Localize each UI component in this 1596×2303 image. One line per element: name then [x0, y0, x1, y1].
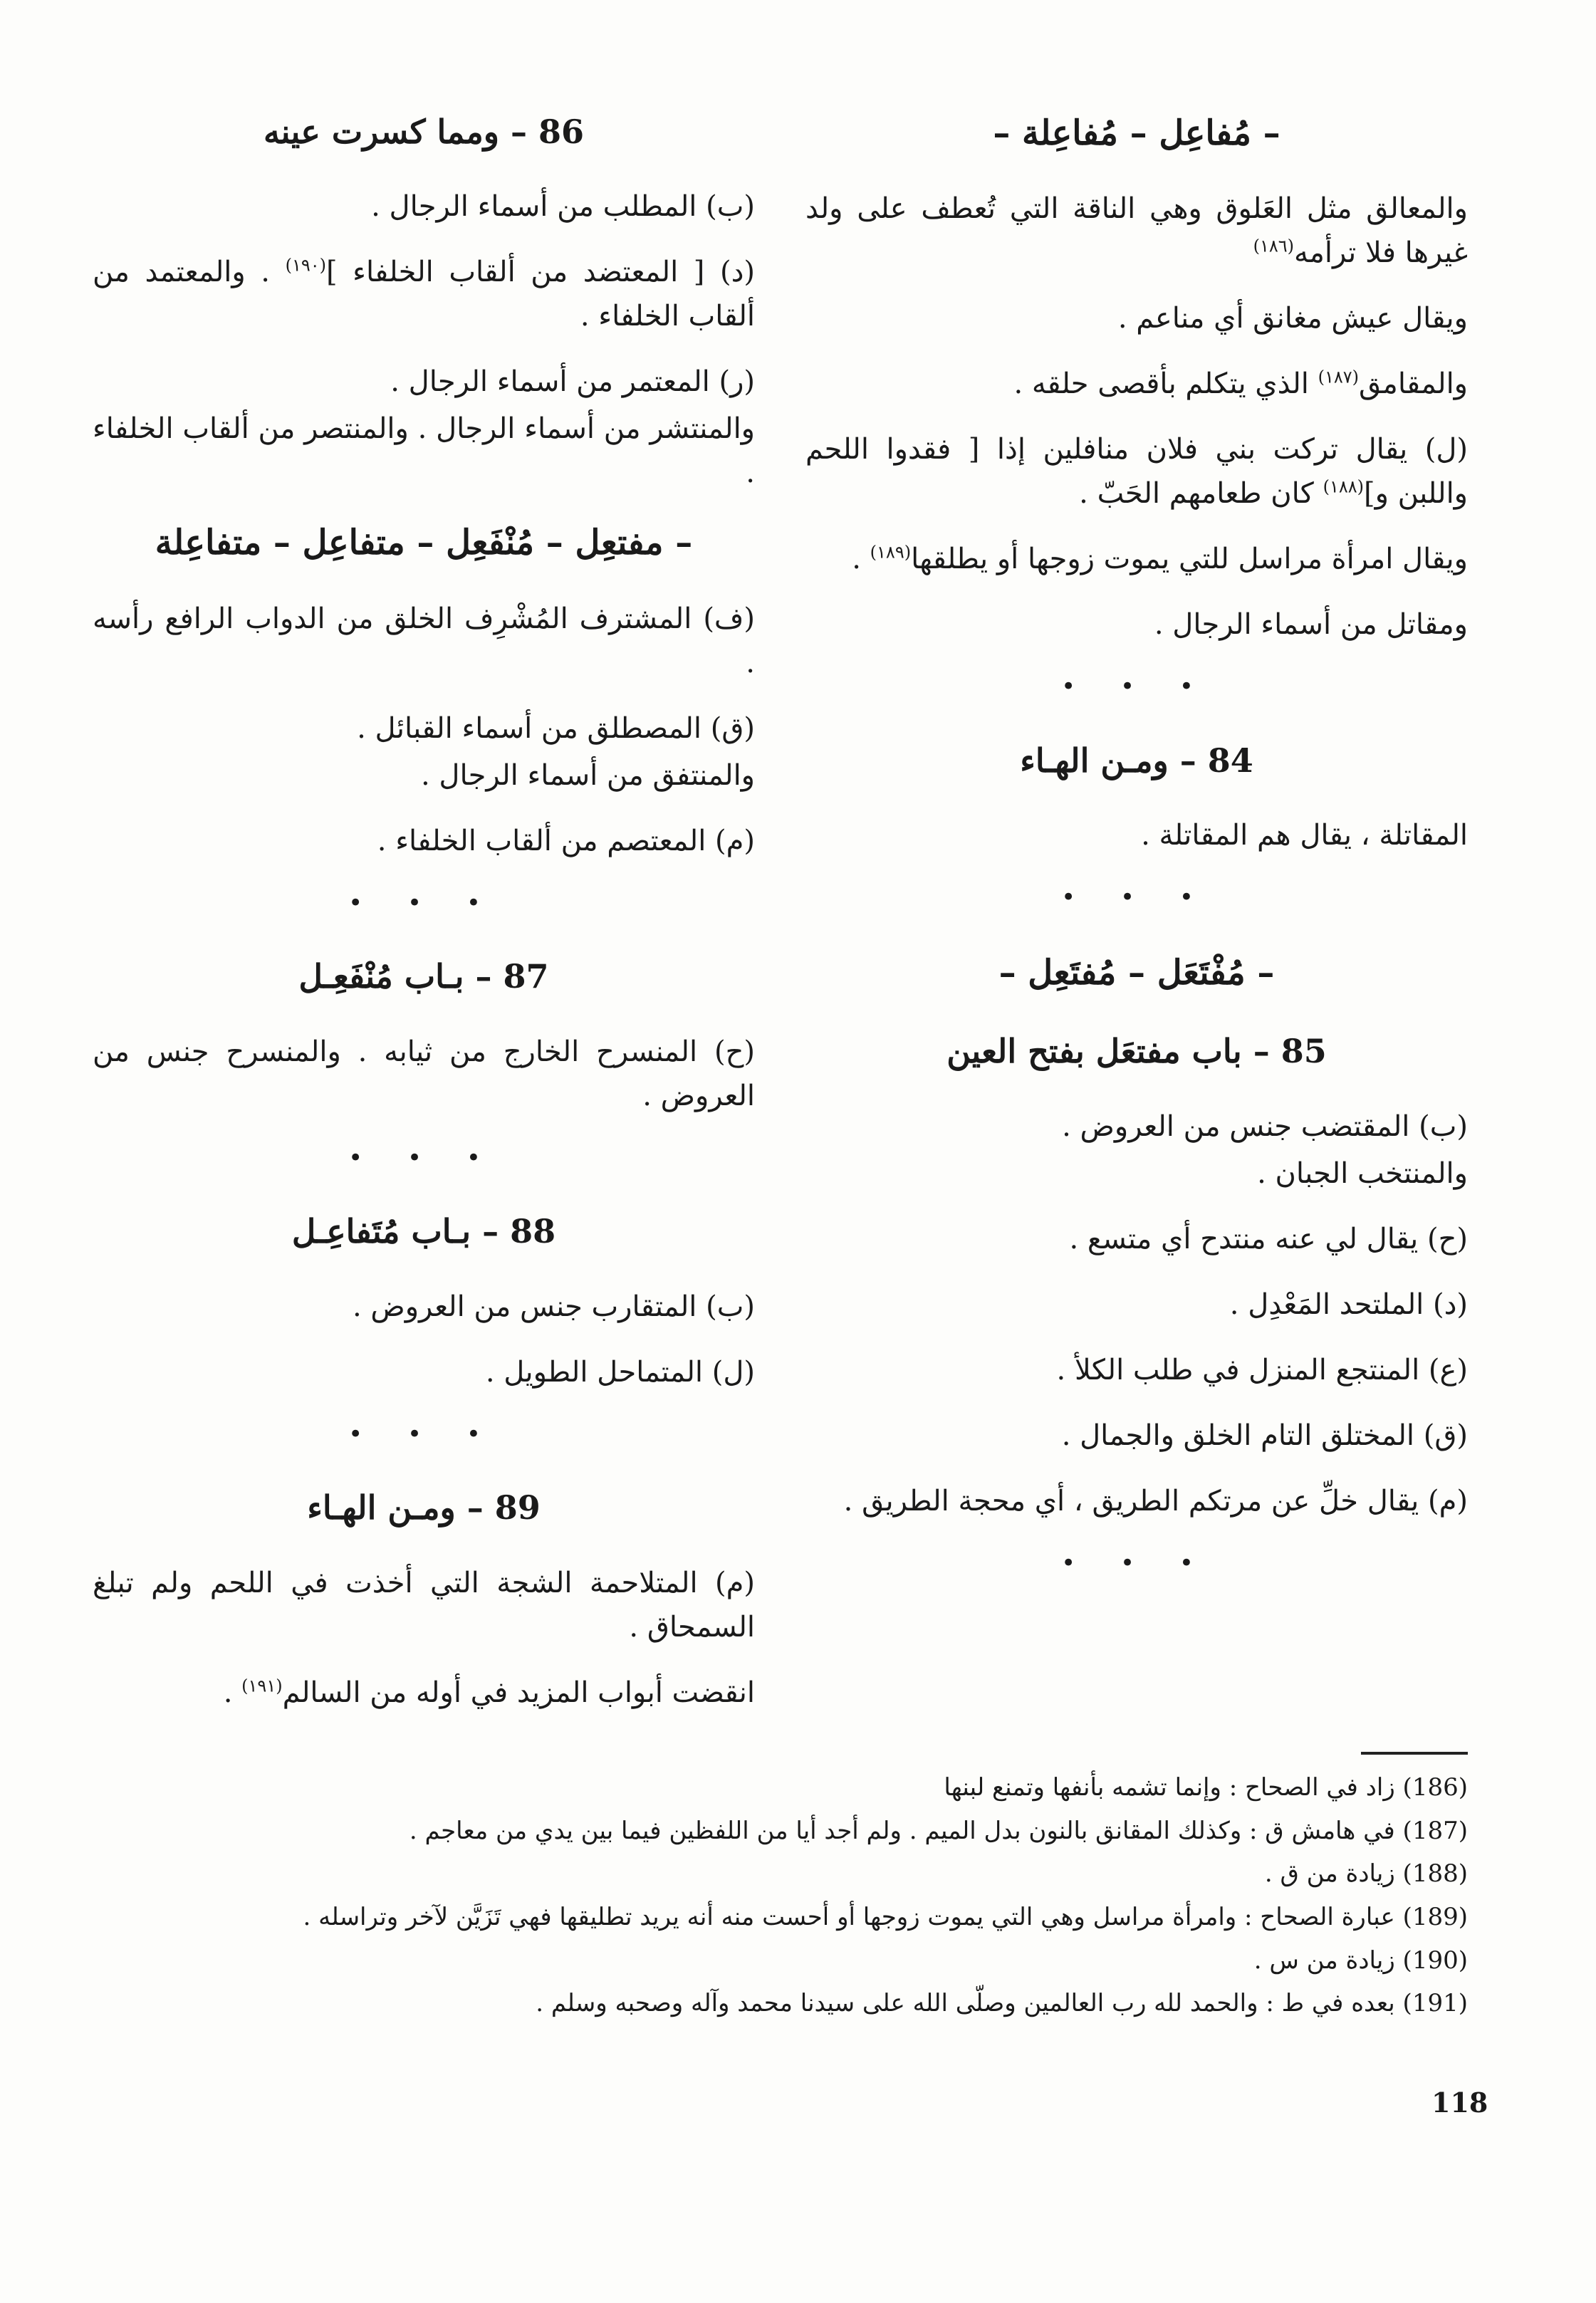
footnote: (191) بعده في ط : والحمد لله رب العالمين وصلّى الله على سيدنا محمد وآله وصحبه وسلم . — [536, 1989, 1468, 2018]
section-heading: – مفتعِل – مُنْفَعِل – متفاعِل – متفاعِلة — [155, 523, 693, 563]
paragraph: (ح) المنسرح الخارج من ثيابه . والمنسرح جنس من العروض . — [93, 1035, 755, 1112]
left-column — [93, 107, 755, 1736]
paragraph: ويقال عيش مغانق أي مناعم . — [1117, 302, 1468, 335]
footnote: (187) في هامش ق : وكذلك المقانق بالنون بدل الميم . ولم أجد أيا من اللفظين فيما بين يدي من معاجم . — [409, 1816, 1468, 1845]
paragraph: (م) المعتصم من ألقاب الخلفاء . — [377, 824, 755, 857]
paragraph: (ف) المشترف المُشْرِف الخلق من الدواب الرافع رأسه . — [93, 602, 755, 679]
paragraph: (ب) المتقارب جنس من العروض . — [352, 1290, 755, 1323]
paragraph: (ق) المصطلق من أسماء القبائل . — [357, 711, 755, 745]
footnote-ref[interactable]: (١٨٧) — [1318, 367, 1360, 388]
section-separator: • • • — [1061, 672, 1212, 701]
paragraph: (ب) المطلب من أسماء الرجال . — [371, 190, 755, 224]
footnote-ref[interactable]: (١٨٦) — [1253, 236, 1295, 257]
paragraph: انقضت أبواب المزيد في أوله من السالم$^{(١٩١)}$ . — [223, 1676, 755, 1709]
section-heading: 84 – ومـن الهـاء — [1020, 741, 1253, 780]
paragraph: (ل) المتماحل الطويل . — [485, 1355, 755, 1389]
footnote-ref[interactable]: (١٩١) — [241, 1676, 283, 1696]
section-separator: • • • — [1061, 883, 1212, 912]
section-heading: 89 – ومـن الهـاء — [307, 1488, 541, 1528]
footnote: (188) زيادة من ق . — [1264, 1859, 1468, 1889]
paragraph: ويقال امرأة مراسل للتي يموت زوجها أو يطلقها$^{(١٨٩)}$ . — [852, 543, 1468, 576]
footnote-ref[interactable]: (١٨٨) — [1323, 477, 1364, 498]
paragraph: ومقاتل من أسماء الرجال . — [1154, 608, 1468, 642]
paragraph: (ب) المقتضب جنس من العروض . — [1062, 1109, 1468, 1143]
paragraph: (ل) يقال تركت بني فلان منافلين إذا [ فقدوا اللحم واللبن و]$^{(١٨٨)}$ كان طعامهم الحَبّ . — [805, 433, 1468, 511]
paragraph: والمعالق مثل العَلوق وهي الناقة التي تُعطف على ولد غيرها فلا ترأمه$^{(١٨٦)}$ — [805, 192, 1468, 270]
section-heading: 86 – ومما كسرت عينه — [263, 113, 585, 151]
footnote-ref[interactable]: (١٨٩) — [870, 543, 912, 563]
paragraph: والمنتشر من أسماء الرجال . والمنتصر من ألقاب الخلفاء . — [93, 412, 755, 490]
footnote-divider — [1361, 1752, 1468, 1755]
paragraph: (ر) المعتمر من أسماء الرجال . — [390, 365, 755, 399]
right-column — [805, 107, 1468, 1612]
footnote-ref[interactable]: (١٩٠) — [285, 255, 326, 276]
section-separator: • • • — [348, 1143, 499, 1172]
paragraph: والمنتخب الجبان . — [1257, 1156, 1468, 1190]
page-number: 118 — [1431, 2087, 1488, 2119]
section-heading: 85 – باب مفتعَل بفتح العين — [946, 1032, 1327, 1071]
section-heading: 88 – بـاب مُتَفاعِـل — [291, 1212, 556, 1251]
paragraph: والمقامق$^{(١٨٧)}$ الذي يتكلم بأقصى حلقه . — [1013, 367, 1468, 401]
footnote: (189) عبارة الصحاح : وامرأة مراسل وهي التي يموت زوجها أو أحست منه أنه يريد تطليقها فهي تَزَيَّن لآخر وتراسله . — [303, 1903, 1468, 1932]
paragraph: (د) [ المعتضد من ألقاب الخلفاء ]$^{(١٩٠)}$ . والمعتمد من ألقاب الخلفاء . — [93, 255, 755, 333]
section-heading: 87 – بـاب مُنْفَعِـل — [298, 957, 549, 996]
paragraph: والمنتفق من أسماء الرجال . — [420, 758, 755, 792]
section-separator: • • • — [1061, 1548, 1212, 1577]
section-separator: • • • — [348, 1419, 499, 1448]
section-heading: – مُفْتَعَل – مُفتَعِل – — [998, 953, 1275, 993]
paragraph: (ح) يقال لي عنه منتدح أي متسع . — [1069, 1222, 1468, 1255]
footnotes — [93, 1752, 1468, 2028]
footnote: (186) زاد في الصحاح : وإنما تشمه بأنفها وتمنع لبنها — [944, 1773, 1468, 1802]
paragraph: (د) الملتحد المَعْدِل . — [1229, 1288, 1468, 1321]
paragraph: المقاتلة ، يقال هم المقاتلة . — [1141, 819, 1468, 852]
paragraph: (ق) المختلق التام الخلق والجمال . — [1061, 1419, 1468, 1452]
footnote: (190) زيادة من س . — [1253, 1946, 1468, 1975]
section-separator: • • • — [348, 888, 499, 917]
section-heading: – مُفاعِل – مُفاعِلة – — [993, 113, 1281, 153]
paragraph: (ع) المنتجع المنزل في طلب الكلأ . — [1056, 1353, 1468, 1386]
paragraph: (م) المتلاحمة الشجة التي أخذت في اللحم ولم تبلغ السمحاق . — [93, 1566, 755, 1644]
paragraph: (م) يقال خلِّ عن مرتكم الطريق ، أي محجة الطريق . — [843, 1484, 1468, 1518]
